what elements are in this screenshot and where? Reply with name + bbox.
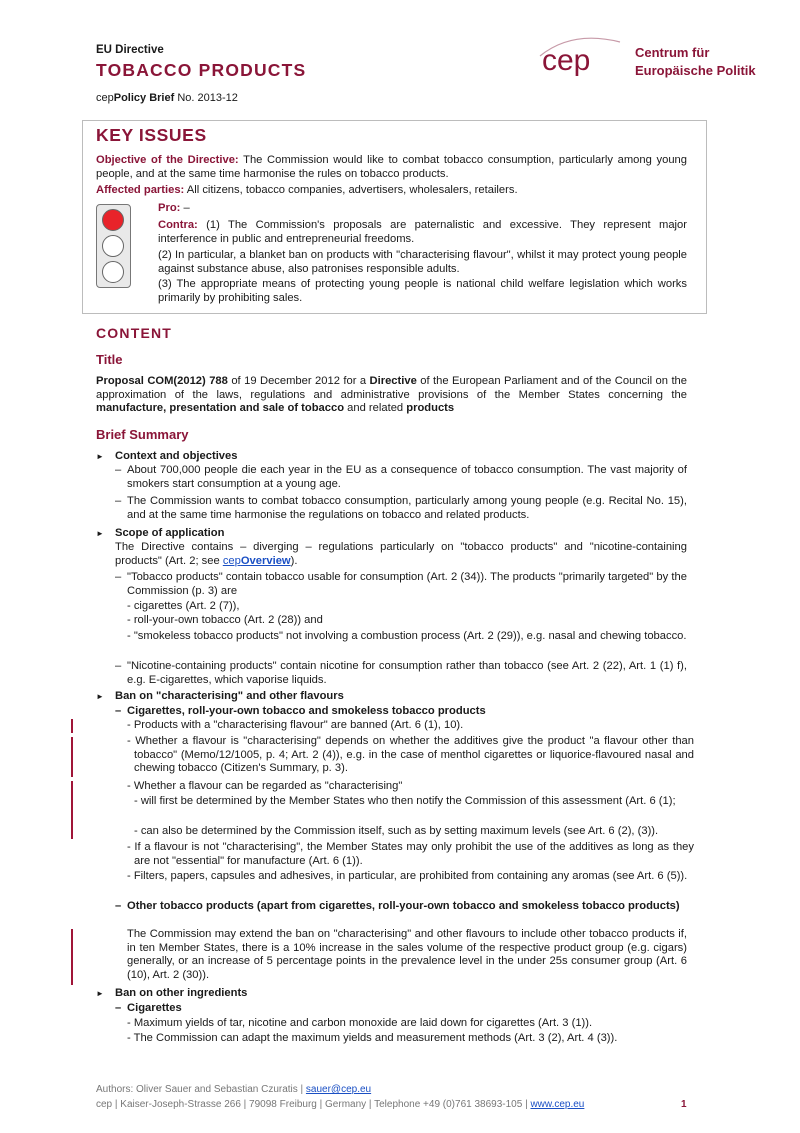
- scope-intro-paragraph: The Directive contains – diverging – regulations particularly on "tobacco products" and "nicotine-containing products" (Art. 2; see cepOverview).: [115, 541, 687, 567]
- section-ingredients-heading: Ban on other ingredients: [115, 987, 248, 999]
- document-type-label: EU Directive: [96, 44, 164, 56]
- author-email-link[interactable]: sauer@cep.eu: [305, 1084, 372, 1095]
- list-item: The Commission wants to combat tobacco consumption, particularly among young people (e.g. Recital No. 15), and at the same time harmonise the regulations on tobacco and related products.: [127, 495, 687, 521]
- list-item: - "smokeless tobacco products" not involving a combustion process (Art. 2 (29)), e.g. nasal and chewing tobacco.: [127, 630, 687, 642]
- dash: –: [115, 660, 122, 672]
- green-light-icon: [102, 261, 124, 283]
- list-item: - Products with a "characterising flavour" are banned (Art. 6 (1), 10).: [127, 719, 464, 731]
- organization-name: Centrum für Europäische Politik: [635, 45, 756, 78]
- list-item: "Tobacco products" contain tobacco usable for consumption (Art. 2 (34)). The products "primarily targeted" by the Commission (p. 3) are: [127, 571, 687, 597]
- dash: –: [115, 464, 122, 476]
- contra-paragraph-1: Contra: (1) The Commission's proposals are paternalistic and excessive. They represent major interference in public and entrepreneurial freedoms.: [158, 219, 687, 245]
- list-item: - Whether a flavour is "characterising" depends on whether the additives give the product "a flavour other than tobacco" (Memo/12/1005, p. 4; Art. 2 (4)), e.g. in the case of menthol cigarettes or liquorice-flavoured nasal and chewing tobacco (Citizen's Summary, p. 3).: [127, 735, 694, 775]
- list-item: - If a flavour is not "characterising", the Member States may only prohibit the use of the additives as long as they are not "essential" for manufacture (Art. 6 (1)).: [127, 841, 694, 867]
- key-issues-heading: KEY ISSUES: [96, 125, 207, 145]
- bullet-arrow-icon: ►: [96, 989, 104, 998]
- footer-authors: Authors: Oliver Sauer and Sebastian Czuratis | sauer@cep.eu: [96, 1084, 372, 1095]
- change-bar: [71, 737, 73, 777]
- list-item: - can also be determined by the Commission itself, such as by setting maximum levels (see Art. 6 (2), (3)).: [134, 825, 659, 837]
- page-number: 1: [681, 1099, 687, 1110]
- list-item: - Filters, papers, capsules and adhesives, in particular, are prohibited from containing any aromas (see Art. 6 (5)).: [127, 870, 688, 882]
- bullet-arrow-icon: ►: [96, 692, 104, 701]
- dash: –: [115, 571, 122, 583]
- dash: –: [115, 705, 122, 717]
- change-bar: [71, 781, 73, 839]
- dash: –: [115, 900, 122, 912]
- footer-address: cep | Kaiser-Joseph-Strasse 266 | 79098 Freiburg | Germany | Telephone +49 (0)761 38693-105 | www.cep.eu: [96, 1099, 585, 1110]
- change-bar: [71, 719, 73, 733]
- change-bar: [71, 929, 73, 985]
- pro-paragraph: Pro: –: [158, 202, 190, 214]
- amber-light-icon: [102, 235, 124, 257]
- section-context-heading: Context and objectives: [115, 450, 238, 462]
- bullet-arrow-icon: ►: [96, 452, 104, 461]
- list-item: - will first be determined by the Member States who then notify the Commission of this assessment (Art. 6 (1);: [134, 795, 676, 807]
- content-heading: CONTENT: [96, 325, 173, 341]
- section-scope-heading: Scope of application: [115, 527, 225, 539]
- objective-paragraph: Objective of the Directive: The Commission would like to combat tobacco consumption, particularly among young people, and at the same time harmonise the rules on tobacco products.: [96, 154, 687, 180]
- list-item: - Maximum yields of tar, nicotine and carbon monoxide are laid down for cigarettes (Art. 3 (1)).: [127, 1017, 593, 1029]
- dash: –: [115, 1002, 122, 1014]
- title-heading: Title: [96, 352, 123, 367]
- list-item: - The Commission can adapt the maximum yields and measurement methods (Art. 3 (2), Art. 4 (3)).: [127, 1032, 618, 1044]
- list-item: - roll-your-own tobacco (Art. 2 (28)) and: [127, 614, 323, 626]
- dash: –: [115, 495, 122, 507]
- cep-logo: [532, 28, 622, 88]
- proposal-title-paragraph: Proposal COM(2012) 788 of 19 December 2012 for a Directive of the European Parliament and of the Council on the approximation of the laws, regulations and administrative provisions of the Member States concerning the manufacture, presentation and sale of tobacco and related products: [96, 375, 687, 415]
- contra-paragraph-3: (3) The appropriate means of protecting young people is national child welfare legislation which works primarily by prohibiting sales.: [158, 278, 687, 304]
- subsection-heading: Cigarettes: [127, 1002, 182, 1014]
- bullet-arrow-icon: ►: [96, 529, 104, 538]
- cep-logo-text: cep: [542, 44, 591, 77]
- policy-brief-number: cepPolicy Brief No. 2013-12: [96, 92, 238, 104]
- cep-overview-link[interactable]: cepOverview: [222, 554, 291, 567]
- website-link[interactable]: www.cep.eu: [530, 1099, 585, 1110]
- red-light-icon: [102, 209, 124, 231]
- list-item: "Nicotine-containing products" contain nicotine for consumption rather than tobacco (see Art. 2 (22), Art. 1 (1) f), e.g. E-cigarettes, which vaporise liquids.: [127, 660, 687, 686]
- traffic-light-icon: [96, 204, 131, 288]
- subsection-heading: Other tobacco products (apart from cigarettes, roll-your-own tobacco and smokeless tobacco products): [127, 900, 680, 912]
- paragraph: The Commission may extend the ban on "characterising" and other flavours to include other tobacco products if, in ten Member States, there is a 10% increase in the sales volume of the respective product group (e.g. cigars) generally, or an increase of 5 percentage points in the prevalence level in the under 25s consumer group (Art. 6 (10), Art. 2 (30)).: [127, 928, 687, 981]
- list-item: - Whether a flavour can be regarded as "characterising": [127, 780, 403, 792]
- affected-parties-paragraph: Affected parties: All citizens, tobacco companies, advertisers, wholesalers, retailers.: [96, 184, 518, 196]
- brief-summary-heading: Brief Summary: [96, 427, 189, 442]
- list-item: - cigarettes (Art. 2 (7)),: [127, 600, 240, 612]
- document-title: TOBACCO PRODUCTS: [96, 60, 307, 80]
- section-flavours-heading: Ban on "characterising" and other flavours: [115, 690, 344, 702]
- list-item: About 700,000 people die each year in the EU as a consequence of tobacco consumption. The vast majority of smokers start consumption at a young age.: [127, 464, 687, 490]
- contra-paragraph-2: (2) In particular, a blanket ban on products with "characterising flavour", whilst it may protect young people against substance abuse, also patronises responsible adults.: [158, 249, 687, 275]
- subsection-heading: Cigarettes, roll-your-own tobacco and smokeless tobacco products: [127, 705, 486, 717]
